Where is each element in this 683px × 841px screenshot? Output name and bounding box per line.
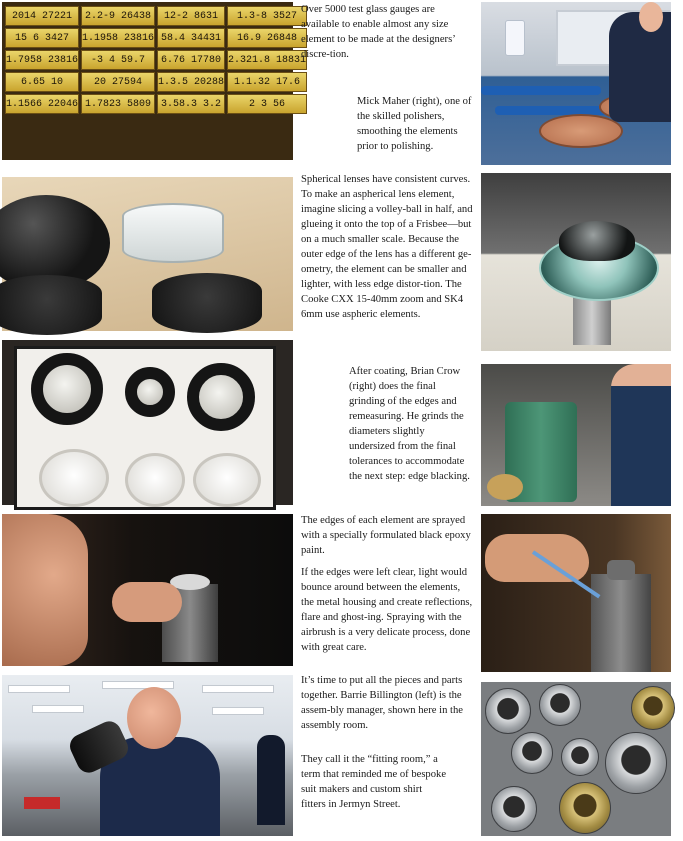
lens-blank bbox=[193, 453, 261, 507]
edges-paragraph bbox=[301, 513, 473, 662]
background-person bbox=[257, 735, 285, 825]
lens-blank bbox=[125, 453, 185, 507]
machine-arm bbox=[481, 86, 601, 95]
lens-blank bbox=[187, 363, 255, 431]
person-head bbox=[127, 687, 181, 749]
spherical-text: Spherical lenses have consistent curves. To make an aspherical lens element, imagine slicing a volley-ball in half, and glueing it onto the top of a Frisbee—but on a much smaller scale. Because the outer edge of the lens has a different ge-ometry, the element can be smaller and lighter, with less edge distor-tion. The Cooke CXX 15-40mm zoom and SK4 6mm use aspheric elements. bbox=[301, 174, 473, 320]
gauge-label: 2.321.8 18831 bbox=[227, 50, 307, 70]
gauges-photo bbox=[2, 2, 307, 160]
grinding-photo bbox=[481, 364, 671, 506]
person bbox=[609, 12, 671, 122]
lens-blank bbox=[125, 367, 175, 417]
lens-housing bbox=[511, 732, 553, 774]
time-paragraph bbox=[301, 673, 473, 740]
gauge-label: 1.1566 22046 bbox=[5, 94, 79, 114]
hand bbox=[485, 534, 589, 582]
black-disc bbox=[152, 273, 262, 333]
ceiling-light bbox=[102, 681, 174, 689]
mick-caption bbox=[357, 94, 475, 161]
spherical-paragraph bbox=[301, 172, 473, 329]
gauge-label: 1.7958 23816 bbox=[5, 50, 79, 70]
red-case bbox=[24, 797, 60, 809]
edges-text: The edges of each element are sprayed with a specially formulated black epoxy paint. bbox=[301, 515, 471, 556]
hand bbox=[112, 582, 182, 622]
fitting-paragraph bbox=[301, 752, 449, 819]
gauge-label: 1.7823 5809 bbox=[81, 94, 155, 114]
gauge-label: 6.76 17780 bbox=[157, 50, 225, 70]
glass-element bbox=[122, 203, 224, 263]
gauge-label: 2.2-9 26438 bbox=[81, 6, 155, 26]
ceiling-light bbox=[32, 705, 84, 713]
airbrush-photo bbox=[481, 514, 671, 672]
gauge-labels bbox=[2, 2, 307, 160]
person-head bbox=[639, 2, 663, 32]
lenses-photo bbox=[2, 177, 293, 331]
clear-text: If the edges were left clear, light would bounce around between the elements, the metal housing and create reflections, flare and ghost-ing. Spraying with the airbrush is a very delicate process, done with great care. bbox=[301, 567, 473, 653]
mick-text: Mick Maher (right), one of the skilled polishers, smoothing the elements prior to polishing. bbox=[357, 96, 472, 152]
fitting-text: They call it the “fitting room,” a term that reminded me of bespoke suit makers and custom shirt fitters in Jermyn Street. bbox=[301, 754, 447, 810]
gauge-label: 1.3-8 3527 bbox=[227, 6, 307, 26]
gauges-paragraph bbox=[301, 2, 473, 69]
gauge-label: 20 27594 bbox=[81, 72, 155, 92]
gauge-label: 58.4 34431 bbox=[157, 28, 225, 48]
lens-blank bbox=[39, 449, 109, 507]
ceiling-light bbox=[8, 685, 70, 693]
gauge-label: 1.3.5 20288 bbox=[157, 72, 225, 92]
person bbox=[611, 364, 671, 506]
lens-housing bbox=[491, 786, 537, 832]
gauge-label: 15 6 3427 bbox=[5, 28, 79, 48]
brian-caption bbox=[349, 364, 473, 491]
lens-housing bbox=[485, 688, 531, 734]
lens-blank bbox=[31, 353, 103, 425]
ceiling-light bbox=[212, 707, 264, 715]
ceiling-light bbox=[202, 685, 274, 693]
gauge-label: 16.9 26848 bbox=[227, 28, 307, 48]
polishing-pad bbox=[539, 114, 623, 148]
person-head bbox=[2, 514, 88, 666]
gauge-label: 6.65 10 bbox=[5, 72, 79, 92]
gauge-label: 2014 27221 bbox=[5, 6, 79, 26]
lens-housing bbox=[631, 686, 675, 730]
blanks-photo bbox=[2, 340, 293, 505]
black-disc bbox=[0, 275, 102, 335]
parts-photo bbox=[481, 682, 671, 836]
lens-housing bbox=[559, 782, 611, 834]
bottle bbox=[505, 20, 525, 56]
polishing-photo bbox=[481, 2, 671, 165]
gauges-text: Over 5000 test glass gauges are available to enable almost any size element to be made at the designers’ discre-tion. bbox=[301, 4, 455, 60]
lens-housing bbox=[539, 684, 581, 726]
brian-text: After coating, Brian Crow (right) does the final grinding of the edges and remeasuring. He grinds the diameters slightly undersized from the final tolerances to accommodate the next step: edge blacking. bbox=[349, 366, 470, 482]
board bbox=[14, 346, 276, 510]
lens-cap bbox=[559, 221, 635, 261]
gauge-label: -3 4 59.7 bbox=[81, 50, 155, 70]
spraying-photo bbox=[2, 514, 293, 666]
aspheric-photo bbox=[481, 173, 671, 351]
gauge-label: 3.58.3 3.2 bbox=[157, 94, 225, 114]
lens-housing bbox=[561, 738, 599, 776]
grinding-wheel bbox=[487, 474, 523, 500]
time-text: It’s time to put all the pieces and parts together. Barrie Billington (left) is the assem-bly manager, shown here in the assembly room. bbox=[301, 675, 463, 731]
fixture-block bbox=[591, 574, 651, 672]
gauge-label: 1.1958 23816 bbox=[81, 28, 155, 48]
assembly-photo bbox=[2, 675, 293, 836]
gauge-label: 12-2 8631 bbox=[157, 6, 225, 26]
gauge-label: 2 3 56 bbox=[227, 94, 307, 114]
gauge-label: 1.1.32 17.6 bbox=[227, 72, 307, 92]
lens-housing bbox=[605, 732, 667, 794]
